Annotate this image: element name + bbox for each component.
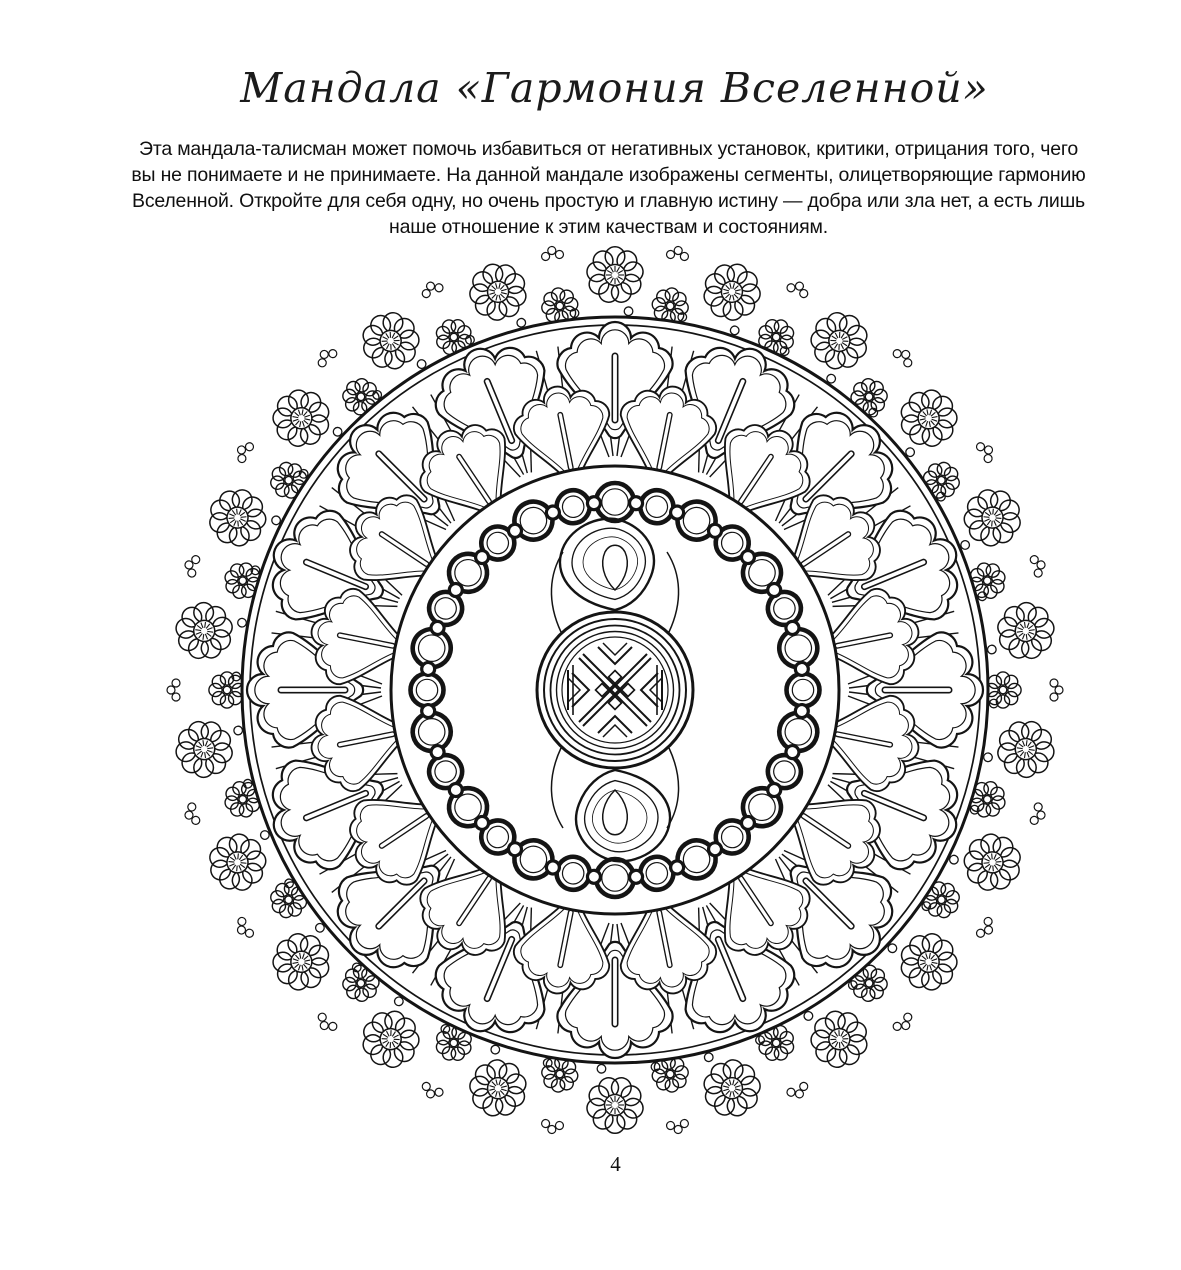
intro-paragraph [18,136,1181,240]
page-number: 4 [610,1152,621,1176]
intro-line-4: наше отношение к этим качествам и состояниям. [389,216,828,238]
intro-line-2: вы не понимаете и не принимаете. На данной мандале изображены сегменты, олицетворяющие гармонию [131,164,1086,186]
page-title: Мандала «Гармония Вселенной» [240,64,989,112]
intro-line-3: Вселенной. Откройте для себя одну, но очень простую и главную истину — добра или зла нет, а есть лишь [132,190,1085,212]
intro-line-1: Эта мандала-талисман может помочь избавиться от негативных установок, критики, отрицания того, чего [139,138,1078,160]
mandala-illustration [165,240,1065,1140]
mandala-drawing [165,240,1065,1140]
